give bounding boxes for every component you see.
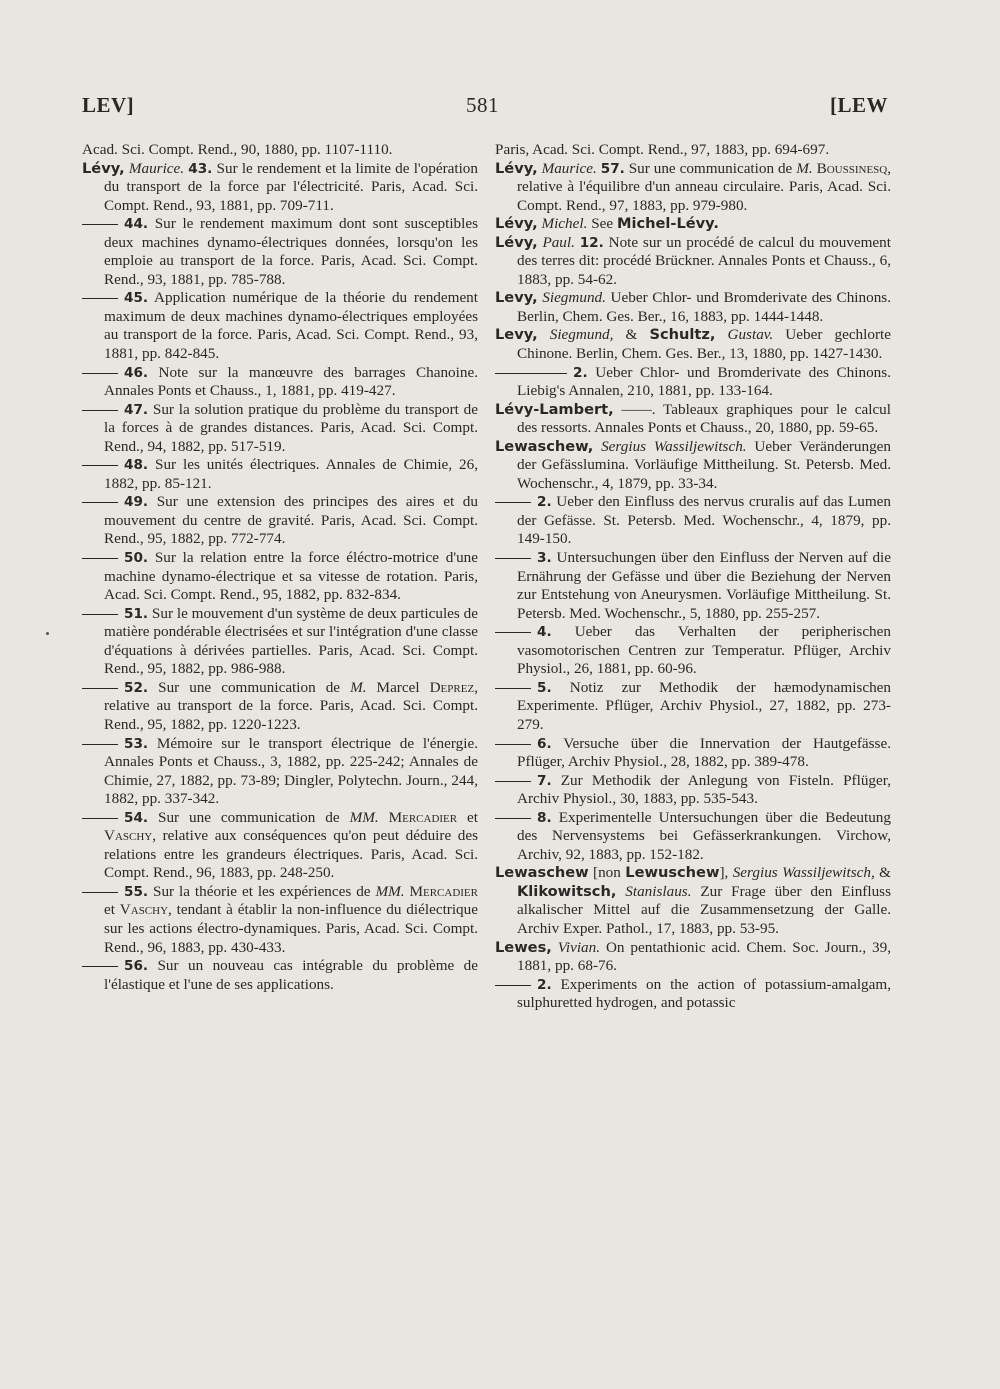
ditto-rule <box>82 465 118 466</box>
author-forename: Siegmund, <box>549 326 614 344</box>
author-forename: MM. <box>375 882 405 900</box>
entry-text: Sur le mouvement d'un système de deux particules de matière pondérable électrisées et sur l'intégration d'une classe d'équations à dérivées partielles. Paris, Acad. Sci. Compt. Rend., 95, 1882, pp. 986-988. <box>104 604 478 678</box>
left-column <box>82 141 478 994</box>
entry-number: 44. <box>124 216 149 233</box>
margin-dot <box>46 632 49 635</box>
entry-text: Ueber Chlor- und Bromderivate des Chinons. Liebig's Annalen, 210, 1881, pp. 133-164. <box>517 363 891 400</box>
entry-text: & <box>874 864 891 882</box>
entry-text: Sur le rendement et la limite de l'opération du transport de la force par l'électricité. Paris, Acad. Sci. Compt. Rend., 93, 1881, pp. 709-711. <box>104 159 478 214</box>
entry-text: Ueber das Verhalten der peripherischen vasomotorischen Centren zur Temperatur. Pflüger, Archiv Physiol., 26, 1881, pp. 60-96. <box>517 623 891 678</box>
bibliography-entry <box>495 939 891 976</box>
entry-text: Note sur un procédé de calcul du mouvement des terres dit: procédé Brückner. Annales Ponts et Chauss., 6, 1883, pp. 54-62. <box>517 233 891 288</box>
author-forename: Paul. <box>542 233 575 251</box>
right-column <box>495 141 891 1013</box>
entry-number: 46. <box>124 364 149 381</box>
page-number: 581 <box>466 93 499 117</box>
ditto-rule <box>82 892 118 893</box>
entry-text: Sur une extension des principes des aires et du mouvement du centre de gravité. Paris, Acad. Sci. Compt. Rend., 95, 1882, pp. 772-774. <box>104 493 478 548</box>
bibliography-entry <box>495 549 891 623</box>
running-head-right: [LEW <box>829 93 888 117</box>
entry-text: Ueber Veränderungen der Gefässlumina. Vorläufige Mittheilung. St. Petersb. Med. Wochenschr., 4, 1879, pp. 33-34. <box>517 437 891 492</box>
bibliography-entry <box>82 215 478 289</box>
author-forename: MM. <box>349 808 379 826</box>
entry-number: 4. <box>537 624 552 641</box>
bibliography-entry <box>82 957 478 994</box>
bibliography-entry <box>495 160 891 216</box>
ditto-rule <box>82 373 118 374</box>
bibliography-entry <box>495 326 891 363</box>
entry-text: , relative au transport de la force. Paris, Acad. Sci. Compt. Rend., 95, 1882, pp. 1220-1223. <box>104 678 478 733</box>
entry-text: Sur une communication de <box>624 159 797 177</box>
author-forename: Maurice. <box>128 159 185 177</box>
ditto-rule <box>495 373 567 374</box>
entry-text: ], <box>719 864 733 882</box>
entry-text: Sur une communication de <box>148 678 351 696</box>
author-surname: Lewaschew, <box>495 437 594 455</box>
author-surname: Lewes, <box>495 938 552 956</box>
entry-text: ——. Tableaux graphiques pour le calcul des ressorts. Annales Ponts et Chauss., 20, 1880, pp. 59-65. <box>517 400 891 437</box>
bibliography-entry <box>495 289 891 326</box>
entry-text: & <box>613 326 650 344</box>
entry-text <box>379 809 389 826</box>
small-caps-name: Vaschy <box>104 827 153 845</box>
bibliography-entry <box>495 772 891 809</box>
ditto-rule <box>495 632 531 633</box>
bibliography-entry <box>495 141 891 160</box>
entry-number: 54. <box>124 809 149 826</box>
entry-text <box>538 326 550 343</box>
author-surname: Lévy-Lambert, <box>495 400 614 418</box>
author-surname: Lévy, <box>495 233 538 251</box>
entry-number: 2. <box>537 494 552 511</box>
bibliography-entry <box>82 605 478 679</box>
author-surname: Lévy, <box>495 215 538 233</box>
ditto-rule <box>82 966 118 967</box>
bibliography-entry <box>82 160 478 216</box>
ditto-rule <box>82 224 118 225</box>
ditto-rule <box>495 502 531 503</box>
entry-text: Notiz zur Methodik der hæmodynamischen Experimente. Pflüger, Archiv Physiol., 27, 1882, pp. 273-279. <box>517 678 891 733</box>
author-surname: Schultz, <box>649 326 716 344</box>
bibliography-entry <box>82 809 478 883</box>
bibliography-entry <box>82 735 478 809</box>
ditto-rule <box>82 614 118 615</box>
entry-text: Untersuchungen über den Einfluss der Nerven auf die Ernährung der Gefässe und über die Beziehung der Nerven zur Entstehung von Aneurysmen. Vorläufige Mittheilung. St. Petersb. Med. Wochenschr., 5, 1880, pp. 255-257. <box>517 549 891 622</box>
ditto-rule <box>495 985 531 986</box>
entry-number: 52. <box>124 679 149 696</box>
entry-number: 53. <box>124 735 149 752</box>
author-forename: Maurice. <box>541 159 597 177</box>
entry-text: Sur la théorie et les expériences de <box>148 882 376 900</box>
ditto-rule <box>82 298 118 299</box>
bibliography-entry <box>82 141 478 160</box>
bibliography-entry <box>82 493 478 549</box>
bibliography-entry <box>495 493 891 549</box>
entry-text: Acad. Sci. Compt. Rend., 90, 1880, pp. 1107-1110. <box>82 141 393 158</box>
bibliography-entry <box>82 289 478 363</box>
ditto-rule <box>82 558 118 559</box>
entry-number: 2. <box>537 976 552 993</box>
author-forename: M. <box>350 678 367 696</box>
author-forename: Stanislaus. <box>625 882 692 900</box>
ditto-rule <box>495 688 531 689</box>
small-caps-name: Vaschy <box>119 901 169 919</box>
entry-number: 45. <box>124 290 149 307</box>
bibliography-entry <box>82 883 478 957</box>
entry-text: Versuche über die Innervation der Hautgefässe. Pflüger, Archiv Physiol., 28, 1882, pp. 389-478. <box>517 734 891 771</box>
author-surname: Levy, <box>495 326 538 344</box>
bibliography-entry <box>82 364 478 401</box>
entry-number: 3. <box>537 550 552 567</box>
bibliography-entry <box>495 234 891 290</box>
bibliography-entry <box>82 401 478 457</box>
author-surname: Lévy, <box>82 159 125 177</box>
ditto-rule <box>82 410 118 411</box>
entry-text: , relative à l'équilibre d'un anneau circulaire. Paris, Acad. Sci. Compt. Rend., 97, 1883, pp. 979-980. <box>517 159 892 214</box>
entry-text: Sur les unités électriques. Annales de Chimie, 26, 1882, pp. 85-121. <box>104 456 478 492</box>
running-head-left: LEV] <box>82 93 135 117</box>
entry-text: et <box>104 901 120 919</box>
entry-number: 48. <box>124 457 149 474</box>
entry-text: Marcel <box>366 678 430 696</box>
entry-number: 47. <box>124 401 149 418</box>
entry-number: 43. <box>188 160 213 177</box>
bibliography-entry <box>495 735 891 772</box>
entry-number: 8. <box>537 809 552 826</box>
entry-text <box>715 326 727 343</box>
bibliography-entry <box>82 679 478 735</box>
entry-text: et <box>457 808 479 826</box>
author-forename: Gustav. <box>727 326 774 344</box>
bibliography-entry <box>495 623 891 679</box>
entry-text <box>593 438 601 455</box>
author-forename: M. <box>796 159 813 177</box>
entry-text: Experiments on the action of potassium-amalgam, sulphuretted hydrogen, and potassic <box>517 975 891 1012</box>
small-caps-name: Mercadier <box>388 808 458 826</box>
bibliography-entry <box>495 679 891 735</box>
author-surname: Lewuschew <box>625 864 720 882</box>
entry-text: Zur Frage über den Einfluss alkalischer Mittel auf die Zusammensetzung der Galle. Archiv Exper. Pathol., 17, 1883, pp. 53-95. <box>517 882 891 937</box>
author-surname: Lewaschew <box>495 864 589 882</box>
bibliography-entry <box>495 864 891 938</box>
author-forename: Michel. <box>541 215 588 233</box>
entry-text: Sur la relation entre la force éléctro-motrice d'une machine dynamo-électrique et sa vitesse de rotation. Paris, Acad. Sci. Compt. Rend., 95, 1882, pp. 832-834. <box>104 549 478 604</box>
author-surname: Levy, <box>495 289 538 307</box>
entry-text: [non <box>588 864 626 882</box>
entry-number: 56. <box>124 958 149 975</box>
entry-number: 55. <box>124 883 149 900</box>
entry-number: 49. <box>124 494 149 511</box>
entry-text: , relative aux conséquences qu'on peut déduire des relations entre les grandeurs électriques. Paris, Acad. Sci. Compt. Rend., 96, 1883, pp. 248-250. <box>104 827 478 882</box>
entry-number: 57. <box>600 160 625 177</box>
bibliography-entry <box>495 364 891 401</box>
author-forename: Sergius Wassiljewitsch. <box>601 437 747 455</box>
entry-number: 50. <box>124 550 149 567</box>
bibliography-entry <box>495 438 891 494</box>
ditto-rule <box>495 558 531 559</box>
entry-text: , tendant à établir la non-influence du diélectrique sur les actions électro-dynamiques. Paris, Acad. Sci. Compt. Rend., 96, 1883, pp. 430-433. <box>104 901 478 956</box>
entry-text: See <box>587 215 617 233</box>
entry-text: Sur une communication de <box>148 808 350 826</box>
entry-number: 12. <box>579 234 604 251</box>
bibliography-entry <box>495 976 891 1013</box>
entry-text: Mémoire sur le transport électrique de l'énergie. Annales Ponts et Chauss., 3, 1882, pp. 225-242; Annales de Chimie, 27, 1882, pp. 73-89; Dingler, Polytechn. Journ., 244, 1882, pp. 337-342. <box>104 734 478 808</box>
ditto-rule <box>82 818 118 819</box>
entry-text: Note sur la manœuvre des barrages Chanoine. Annales Ponts et Chauss., 1, 1881, pp. 419-427. <box>104 363 478 400</box>
bibliography-entry <box>495 401 891 438</box>
entry-text: Experimentelle Untersuchungen über die Bedeutung des Nervensystems bei Gefässerkrankungen. Virchow, Archiv, 92, 1883, pp. 152-182. <box>517 808 891 863</box>
author-forename: Sergius Wassiljewitsch, <box>732 864 875 882</box>
entry-number: 2. <box>573 364 588 381</box>
entry-text: Sur la solution pratique du problème du transport de la forces à de grandes distances. Paris, Acad. Sci. Compt. Rend., 94, 1882, pp. 517-519. <box>104 400 478 455</box>
bibliography-entry <box>495 215 891 234</box>
ditto-rule <box>82 688 118 689</box>
entry-number: 51. <box>124 605 149 622</box>
entry-text: Paris, Acad. Sci. Compt. Rend., 97, 1883, pp. 694-697. <box>495 141 830 158</box>
small-caps-name: Mercadier <box>409 882 478 900</box>
entry-text: Ueber den Einfluss des nervus cruralis auf das Lumen der Gefässe. St. Petersb. Med. Wochenschr., 4, 1879, pp. 149-150. <box>517 493 891 548</box>
ditto-rule <box>82 502 118 503</box>
entry-text: Sur le rendement maximum dont sont susceptibles deux machines dynamo-électriques données, lorsqu'on les emploie au transport de la force. Paris, Acad. Sci. Compt. Rend., 93, 1881, pp. 785-788. <box>104 215 478 288</box>
small-caps-name: Deprez <box>429 678 475 696</box>
author-surname: Michel-Lévy. <box>616 215 719 233</box>
entry-text: On pentathionic acid. Chem. Soc. Journ., 39, 1881, pp. 68-76. <box>517 938 891 975</box>
ditto-rule <box>495 781 531 782</box>
entry-number: 5. <box>537 679 552 696</box>
entry-text: Sur un nouveau cas intégrable du problème de l'élastique et l'une de ses applications. <box>104 957 478 993</box>
entry-text: Ueber gechlorte Chinone. Berlin, Chem. Ges. Ber., 13, 1880, pp. 1427-1430. <box>517 326 891 363</box>
entry-number: 6. <box>537 735 552 752</box>
author-forename: Siegmund. <box>542 289 606 307</box>
author-surname: Klikowitsch, <box>517 882 617 900</box>
bibliography-entry <box>82 549 478 605</box>
entry-text: Ueber Chlor- und Bromderivate des Chinons. Berlin, Chem. Ges. Ber., 16, 1883, pp. 1444-1448. <box>517 289 891 325</box>
ditto-rule <box>495 818 531 819</box>
entry-text: Zur Methodik der Anlegung von Fisteln. Pflüger, Archiv Physiol., 30, 1883, pp. 535-543. <box>517 771 891 808</box>
bibliography-entry <box>495 809 891 865</box>
ditto-rule <box>495 744 531 745</box>
author-forename: Vivian. <box>557 938 601 956</box>
entry-text: Application numérique de la théorie du rendement maximum de deux machines dynamo-électriques employées au transport de la force. Paris, Acad. Sci. Compt. Rend., 93, 1881, pp. 842-845. <box>104 289 478 363</box>
entry-text <box>616 883 625 900</box>
small-caps-name: Boussinesq <box>816 159 888 177</box>
author-surname: Lévy, <box>495 159 538 177</box>
ditto-rule <box>82 744 118 745</box>
bibliography-entry <box>82 456 478 493</box>
entry-number: 7. <box>537 772 552 789</box>
